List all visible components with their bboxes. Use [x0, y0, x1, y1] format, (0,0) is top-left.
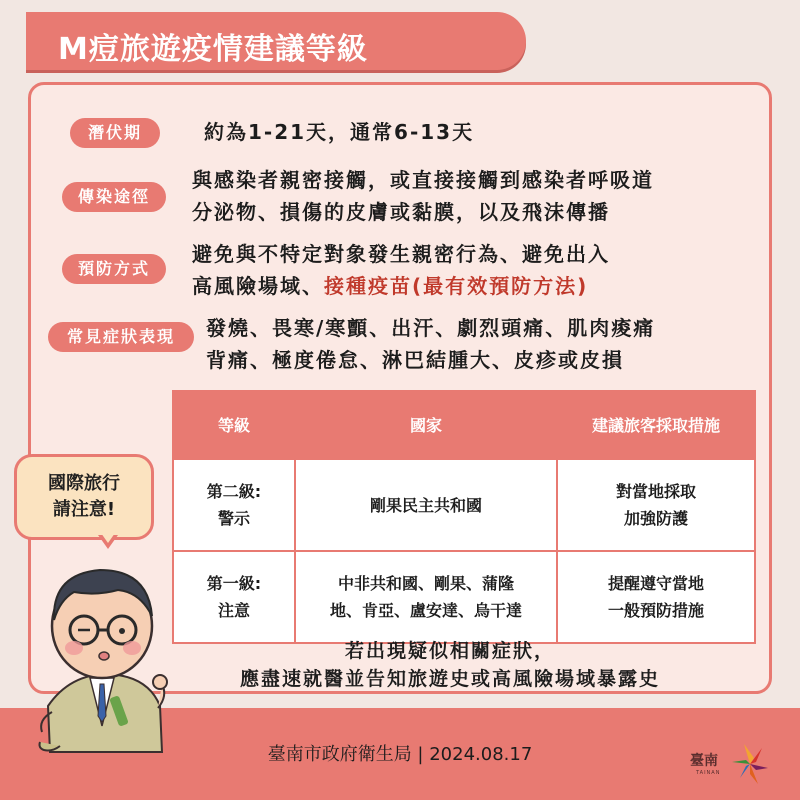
level-cell: [173, 459, 295, 551]
table-row: [173, 551, 755, 643]
transmission-line-1: 與感染者親密接觸，或直接接觸到感染者呼吸道: [192, 168, 654, 192]
logo-text: 臺南: [690, 753, 718, 769]
page-title: M痘旅遊疫情建議等級: [58, 32, 368, 67]
transmission-text: [192, 164, 654, 228]
footnote-line-1: 若出現疑似相關症狀，: [344, 640, 555, 662]
action-line: 加強防護: [623, 509, 688, 528]
prevention-line-2-plain: 高風險場域、: [192, 274, 324, 298]
header-country: 國家: [295, 391, 557, 459]
country-cell: [295, 459, 557, 551]
label-symptoms: 常見症狀表現: [48, 322, 194, 352]
label-incubation: 潛伏期: [70, 118, 160, 148]
header-action: 建議旅客採取措施: [557, 391, 755, 459]
action-cell: [557, 459, 755, 551]
prevention-line-1: 避免與不特定對象發生親密行為、避免出入: [192, 242, 610, 266]
level-name: 第一級:: [206, 574, 262, 593]
level-cell: [173, 551, 295, 643]
footnote-line-2: 應盡速就醫並告知旅遊史或高風險場域暴露史: [239, 668, 660, 690]
symptoms-line-2: 背痛、極度倦怠、淋巴結腫大、皮疹或皮損: [206, 348, 624, 372]
level-desc: 注意: [217, 601, 250, 620]
logo-subtext: TAINAN: [696, 770, 721, 776]
tainan-logo-icon: [690, 736, 780, 792]
label-prevention: 預防方式: [62, 254, 166, 284]
header-level: 等級: [173, 391, 295, 459]
mascot-official-icon: [30, 556, 170, 766]
transmission-line-2: 分泌物、損傷的皮膚或黏膜，以及飛沫傳播: [192, 200, 610, 224]
logo-mark-icon: [690, 736, 780, 792]
bubble-line-1: 國際旅行: [48, 473, 120, 494]
prevention-text: [192, 238, 610, 302]
symptoms-text: [206, 312, 655, 376]
incubation-text: 約為1-21天，通常6-13天: [204, 120, 475, 144]
travel-warning-bubble: [14, 454, 154, 540]
vaccine-highlight: 接種疫苗(最有效預防方法): [324, 274, 589, 298]
action-cell: [557, 551, 755, 643]
country-line: 地、肯亞、盧安達、烏干達: [329, 601, 522, 620]
level-desc: 警示: [217, 509, 250, 528]
label-transmission: 傳染途徑: [62, 182, 166, 212]
country-cell: [295, 551, 557, 643]
country-line: 中非共和國、剛果、蒲隆: [337, 574, 514, 593]
action-line: 對當地採取: [615, 482, 696, 501]
table-header-row: [173, 391, 755, 459]
country-line: 剛果民主共和國: [369, 495, 482, 515]
bubble-tail-inner: [101, 533, 115, 543]
action-line: 提醒遵守當地: [607, 574, 704, 593]
prevention-line-2: [192, 270, 610, 302]
action-line: 一般預防措施: [607, 601, 704, 620]
table-row: [173, 459, 755, 551]
bubble-line-2: 請注意!: [52, 499, 116, 520]
travel-advisory-table: [172, 390, 756, 644]
symptoms-line-1: 發燒、畏寒/寒顫、出汗、劇烈頭痛、肌肉痠痛: [206, 316, 656, 340]
level-name: 第二級:: [206, 482, 262, 501]
footer-credit: 臺南市政府衛生局 | 2024.08.17: [267, 744, 533, 765]
